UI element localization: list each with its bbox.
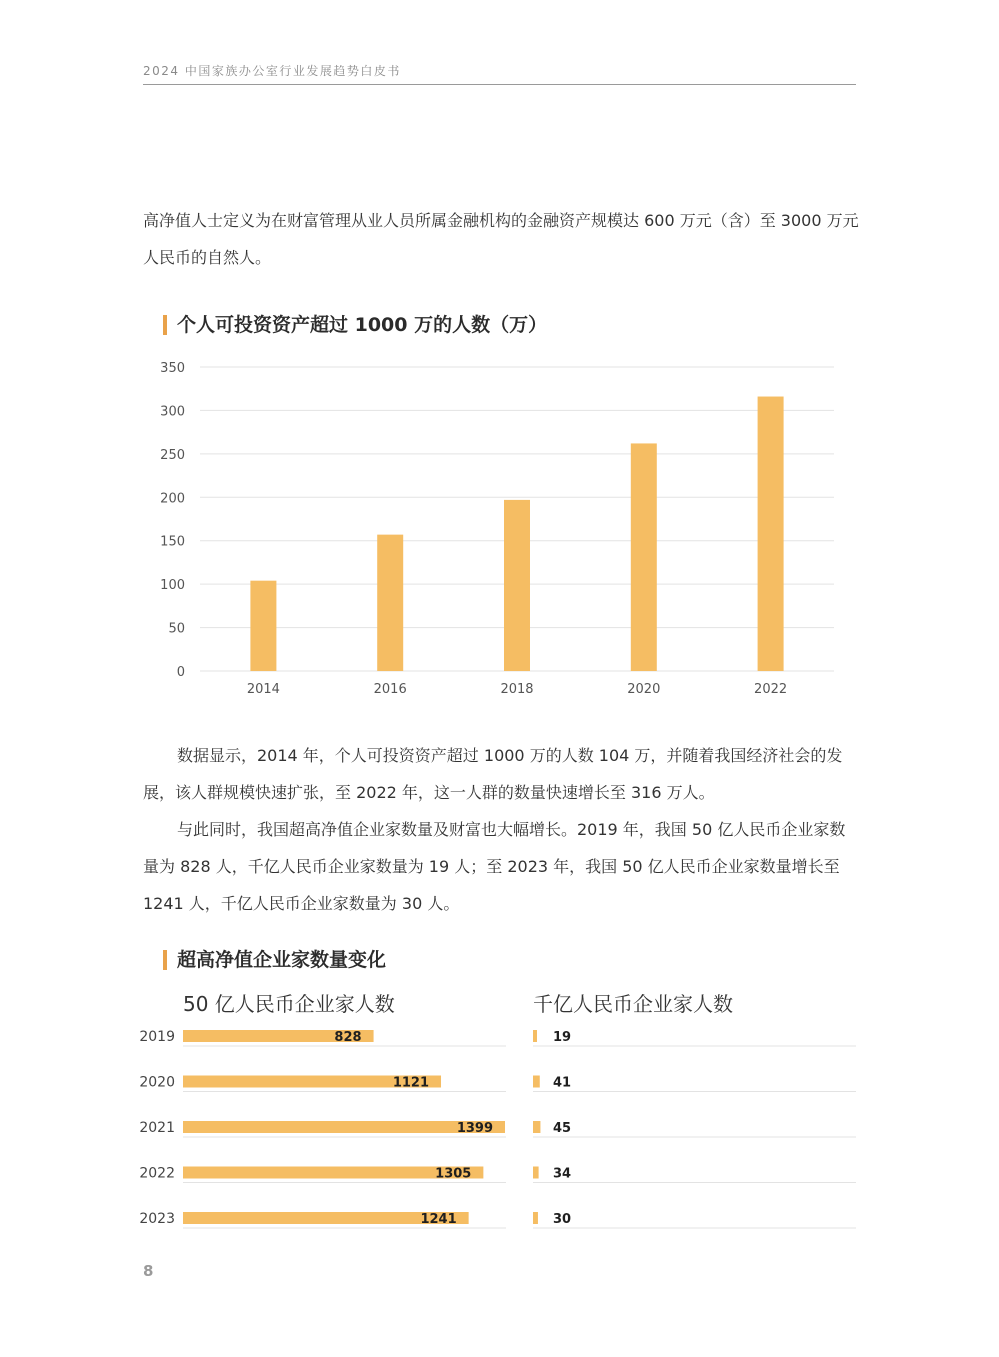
- bar: [504, 500, 530, 671]
- page-number: 8: [143, 1262, 154, 1280]
- y-tick-label: 200: [160, 491, 185, 507]
- row-year-label: 2021: [139, 1120, 175, 1136]
- row-year-label: 2022: [139, 1165, 175, 1182]
- hbar-value-label: 41: [553, 1075, 572, 1091]
- hbar-chart-title: 超高净值企业家数量变化: [163, 949, 386, 971]
- hbar-value-label: 34: [553, 1166, 572, 1182]
- hbar: [533, 1076, 540, 1088]
- bar: [758, 397, 784, 671]
- hbar-value-label: 30: [553, 1212, 572, 1227]
- running-header: 2024 中国家族办公室行业发展趋势白皮书: [143, 64, 401, 78]
- hbar-value-label: 828: [334, 1030, 362, 1045]
- body-paragraph-2: 与此同时，我国超高净值企业家数量及财富也大幅增长。2019 年，我国 50 亿人民币企业家数量为 828 人，千亿人民币企业家数量为 19 人；至 2023 年，我国 50 亿人民币企业家数量增长至 1241 人，千亿人民币企业家数量为 30 人。: [143, 820, 846, 913]
- x-tick-label: 2020: [627, 682, 661, 697]
- hbar-value-label: 1121: [392, 1075, 430, 1091]
- hbar: [533, 1167, 539, 1179]
- y-tick-label: 0: [176, 665, 185, 680]
- hbar: [533, 1212, 538, 1224]
- x-tick-label: 2016: [373, 682, 407, 697]
- row-year-label: 2019: [139, 1029, 175, 1045]
- series-heading-qianyi: 千亿人民币企业家人数: [533, 992, 733, 1016]
- bar: [250, 581, 276, 671]
- body-paragraph-1: 数据显示，2014 年，个人可投资资产超过 1000 万的人数 104 万，并随着我国经济社会的发展，该人群规模快速扩张，至 2022 年，这一人群的数量快速增长至 316 万人。: [143, 746, 843, 802]
- intro-paragraph: 高净值人士定义为在财富管理从业人员所属金融机构的金融资产规模达 600 万元（含）至 3000 万元人民币的自然人。: [143, 211, 859, 267]
- y-tick-label: 50: [168, 621, 185, 637]
- hbar-chart: [138, 1020, 858, 1235]
- series-heading-50yi: 50 亿人民币企业家人数: [183, 992, 395, 1016]
- y-tick-label: 150: [160, 534, 185, 550]
- x-tick-label: 2018: [500, 682, 534, 697]
- hbar: [533, 1030, 537, 1042]
- bar-chart: [143, 350, 843, 705]
- y-tick-label: 100: [160, 578, 185, 594]
- hbar-value-label: 1241: [420, 1212, 457, 1227]
- bar: [377, 535, 403, 671]
- hbar: [533, 1121, 540, 1133]
- bar-chart-title: 个人可投资资产超过 1000 万的人数（万）: [163, 314, 547, 336]
- x-tick-label: 2014: [246, 682, 280, 697]
- bar: [631, 443, 657, 671]
- y-tick-label: 250: [160, 447, 185, 463]
- header-rule: [143, 84, 856, 85]
- y-tick-label: 300: [160, 404, 185, 420]
- hbar-value-label: 1305: [435, 1166, 472, 1182]
- x-tick-label: 2022: [754, 682, 788, 697]
- hbar-value-label: 19: [553, 1030, 572, 1045]
- row-year-label: 2023: [139, 1211, 175, 1227]
- y-tick-label: 350: [160, 361, 185, 376]
- hbar-value-label: 1399: [456, 1121, 493, 1136]
- hbar-value-label: 45: [553, 1121, 572, 1136]
- row-year-label: 2020: [139, 1074, 175, 1091]
